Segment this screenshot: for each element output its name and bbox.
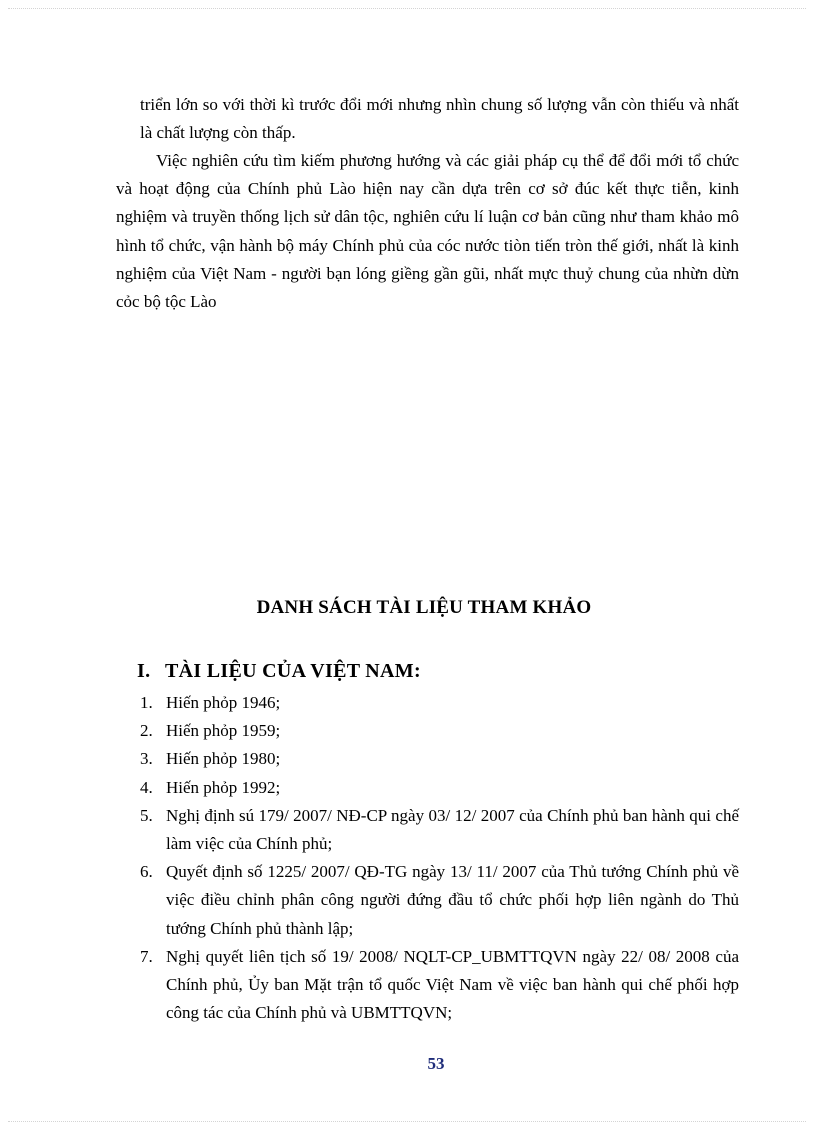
reference-text: Hiến phỏp 1980; <box>166 749 281 769</box>
reference-number: 2. <box>140 721 153 741</box>
reference-number: 1. <box>140 693 153 712</box>
section-heading-text: TÀI LIỆU CỦA VIỆT NAM: <box>165 660 421 682</box>
body-paragraph-continued: triển lớn so với thời kì trước đổi mới nhưng nhìn chung số lượng vẫn còn thiếu và nhất là chất lượng còn thấp. <box>140 95 739 143</box>
reference-text: Hiến phỏp 1959; <box>166 721 281 741</box>
reference-number: 7. <box>140 946 153 966</box>
reference-item <box>137 745 739 773</box>
reference-item <box>137 943 739 1028</box>
reference-number: 6. <box>140 862 153 882</box>
reference-text: Hiến phỏp 1946; <box>166 693 281 712</box>
section-heading <box>137 660 421 683</box>
page-number: 53 <box>427 1054 445 1073</box>
reference-text: Nghị quyết liên tịch số 19/ 2008/ NQLT-CP_UBMTTQVN ngày 22/ 08/ 2008 của Chính phủ, Ủy ban Mặt trận tổ quốc Việt Nam về việc ban hành qui chế phối hợp công tác của Chính phủ và UBMTTQVN; <box>166 946 739 1023</box>
reference-item <box>137 858 739 943</box>
reference-item <box>137 802 739 858</box>
body-paragraph: Việc nghiên cứu tìm kiếm phương hướng và các giải pháp cụ thể để đổi mới tổ chức và hoạt động của Chính phủ Lào hiện nay cần dựa trên cơ sở đúc kết thực tiễn, kinh nghiệm và truyền thống lịch sử dân tộc, nghiên cứu lí luận cơ bản cũng như tham khảo mô hình tổ chức, vận hành bộ máy Chính phủ của cóc nước tiòn tiến tròn thế giới, nhất là kinh nghiệm của Việt Nam - người bạn lóng giềng gần gũi, nhất mực thuỷ chung của nhừn dừn cỏc bộ tộc Lào <box>116 151 739 312</box>
reference-item <box>137 689 739 717</box>
reference-number: 4. <box>140 777 153 797</box>
reference-text: Nghị định sú 179/ 2007/ NĐ-CP ngày 03/ 12/ 2007 của Chính phủ ban hành qui chế làm việc của Chính phủ; <box>166 805 739 854</box>
reference-item <box>137 717 739 745</box>
references-title: DANH SÁCH TÀI LIỆU THAM KHẢO <box>256 597 592 618</box>
reference-list <box>137 689 739 1027</box>
section-numeral: I. <box>137 660 151 682</box>
reference-text: Quyết định số 1225/ 2007/ QĐ-TG ngày 13/ 11/ 2007 của Thủ tướng Chính phủ về việc điều chỉnh phân công người đứng đầu tổ chức phối hợp liên ngành do Thủ tướng Chính phủ thành lập; <box>166 862 739 938</box>
reference-number: 5. <box>140 805 153 825</box>
reference-number: 3. <box>140 749 153 769</box>
reference-item <box>137 774 739 802</box>
reference-text: Hiến phỏp 1992; <box>166 777 281 797</box>
